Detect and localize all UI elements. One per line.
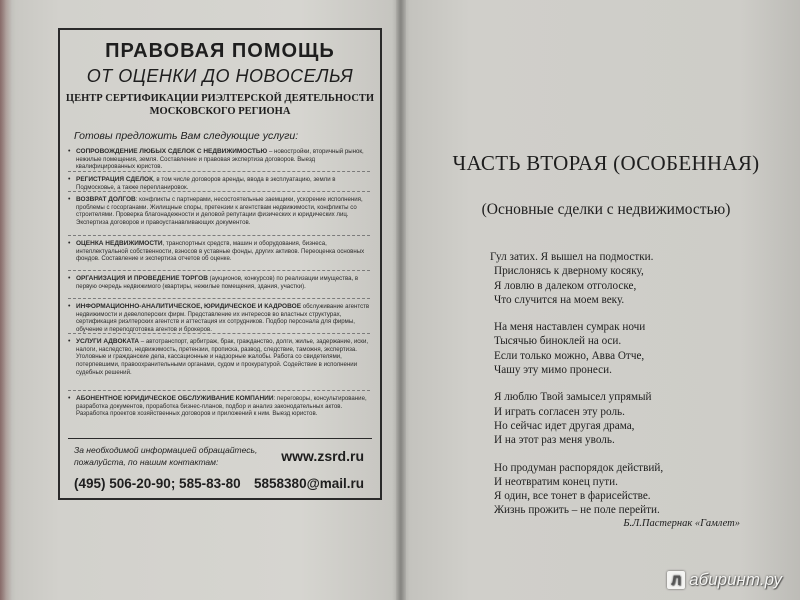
- poem-line: Жизнь прожить – не поле перейти.: [494, 504, 660, 517]
- ad-phones: (495) 506-20-90; 585-83-80: [74, 476, 241, 491]
- service-name: ИНФОРМАЦИОННО-АНАЛИТИЧЕСКОЕ, ЮРИДИЧЕСКОЕ И КАДРОВОЕ: [76, 303, 302, 310]
- ad-intro: Готовы предложить Вам следующие услуги:: [74, 130, 299, 142]
- service-name: ОРГАНИЗАЦИЯ И ПРОВЕДЕНИЕ ТОРГОВ: [76, 275, 208, 282]
- poem-line: На меня наставлен сумрак ночи: [494, 321, 646, 334]
- service-item: [68, 176, 370, 192]
- service-name: СОПРОВОЖДЕНИЕ ЛЮБЫХ СДЕЛОК С НЕДВИЖИМОСТЬЮ: [76, 148, 268, 155]
- poem-stanza: [490, 320, 663, 377]
- services-list: [68, 148, 370, 430]
- labirint-watermark: [667, 570, 782, 590]
- part-subtitle: (Основные сделки с недвижимостью): [481, 201, 731, 218]
- service-name: РЕГИСТРАЦИЯ СДЕЛОК: [76, 176, 154, 183]
- bullet-icon: •: [68, 395, 71, 402]
- ad-contact-note: [74, 444, 257, 468]
- book-gutter: [396, 0, 406, 600]
- service-text: обслуживание агентств недвижимости и девелоперских фирм. Представление их интересов во властных структурах, сертификация риэлтерских агентств и аттестация их сотрудников. Подбор персонала для фирмы, обучение и переподготовка агентов и брокеров.: [76, 303, 370, 334]
- service-text: – автотранспорт, арбитраж, брак, гражданство, долги, жилье, задержание, иски, налоги, наследство, недвижимость, претензии, прописка, развод, следствие, таможня, экспертиза. Уголовные и гражданские дела, кассационные и надзорные жалобы. Работа со свидетелями, потерпевшими, правоохранительными органами, судом и прокуратурой. Содействие в исполнении судебных решений.: [76, 338, 369, 376]
- service-text: : переговоры, консультирование, разработка документов, проработка бизнес-планов, подбор и анализ законодательных актов. Разработка проектов хозяйственных договоров и приложений к ним. Выезд юристов.: [76, 395, 367, 418]
- page-edge-shadow: [0, 0, 12, 600]
- service-item: [68, 148, 370, 172]
- poem-line: Если только можно, Авва Отче,: [494, 349, 645, 362]
- poem-line: Я ловлю в далеком отголоске,: [494, 279, 637, 292]
- service-text: , транспортных средств, машин и оборудования, бизнеса, интеллектуальной собственности, взносов в уставные фонды, других активов. Переоценка основных фондов. Составление и экспертиза отчетов об оценке.: [76, 240, 365, 263]
- poem-line: Но сейчас идет другая драма,: [494, 419, 635, 432]
- service-item: [68, 240, 370, 271]
- ad-email: 5858380@mail.ru: [254, 476, 364, 491]
- service-text: (аукционов, конкурсов) по реализации имущества, в первую очередь недвижимого (квартиры, нежилые помещения, здания, участки).: [76, 275, 359, 290]
- poem-attribution: Б.Л.Пастернак «Гамлет»: [623, 518, 740, 529]
- service-text: – новостройки, вторичный рынок, нежилые помещения, земля. Составление и правовая экспертиза договоров. Выезд квалифицированных юристов.: [76, 148, 364, 171]
- labirint-logo-icon: Л: [667, 571, 685, 589]
- service-item: [68, 303, 370, 334]
- ad-website: www.zsrd.ru: [281, 448, 364, 464]
- ad-organization-line: МОСКОВСКОГО РЕГИОНА: [149, 106, 291, 117]
- bullet-icon: •: [68, 338, 71, 345]
- watermark-text: абиринт.ру: [689, 570, 782, 589]
- poem-line: И играть согласен эту роль.: [494, 405, 625, 418]
- service-item: [68, 196, 370, 236]
- poem-line: Но продуман распорядок действий,: [494, 461, 664, 474]
- poem-stanza: [490, 461, 663, 518]
- poem-line: Я люблю Твой замысел упрямый: [494, 391, 652, 404]
- part-title: ЧАСТЬ ВТОРАЯ (ОСОБЕННАЯ): [452, 151, 760, 175]
- ad-divider: [68, 438, 372, 439]
- ad-subtitle: ОТ ОЦЕНКИ ДО НОВОСЕЛЬЯ: [86, 66, 354, 86]
- ad-contact-note-line: За необходимой информацией обращайтесь,: [74, 445, 258, 455]
- poem-line: Прислонясь к дверному косяку,: [494, 265, 644, 278]
- bullet-icon: •: [68, 148, 71, 155]
- bullet-icon: •: [68, 240, 71, 247]
- ad-organization: [60, 92, 380, 118]
- advertisement-box: [58, 28, 382, 500]
- service-name: АБОНЕНТНОЕ ЮРИДИЧЕСКОЕ ОБСЛУЖИВАНИЕ КОМПАНИЙ: [76, 395, 274, 402]
- service-name: ОЦЕНКА НЕДВИЖИМОСТИ: [76, 240, 163, 247]
- service-item: [68, 275, 370, 299]
- bullet-icon: •: [68, 275, 71, 282]
- epigraph-poem: [490, 250, 663, 531]
- poem-stanza: [490, 390, 663, 447]
- service-item: [68, 395, 370, 426]
- service-name: УСЛУГИ АДВОКАТА: [76, 338, 140, 345]
- service-name: ВОЗВРАТ ДОЛГОВ: [76, 196, 136, 203]
- poem-line: И неотвратим конец пути.: [494, 475, 618, 488]
- poem-line: Чашу эту мимо пронеси.: [494, 364, 612, 377]
- service-text: : конфликты с партнерами, несостоятельные заемщики, ускорение исполнения, проблемы с госорганами. Жилищные споры, претензии к агентствам недвижимости, конфликты со строителями. Проверка благонадежности и деловой репутации физических и юридических лиц. Экспертиза договоров и правоустанавливающих документов.: [76, 196, 363, 227]
- poem-line: Тысячью биноклей на оси.: [494, 335, 622, 348]
- ad-organization-line: ЦЕНТР СЕРТИФИКАЦИИ РИЭЛТЕРСКОЙ ДЕЯТЕЛЬНОСТИ: [65, 93, 375, 104]
- service-item: [68, 338, 370, 391]
- poem-line: И на этот раз меня уволь.: [494, 434, 615, 447]
- bullet-icon: •: [68, 176, 71, 183]
- poem-line: Гул затих. Я вышел на подмостки.: [490, 251, 654, 263]
- poem-line: Я один, все тонет в фарисействе.: [494, 490, 651, 503]
- bullet-icon: •: [68, 196, 71, 203]
- bullet-icon: •: [68, 303, 71, 310]
- poem-line: Что случится на моем веку.: [494, 293, 625, 306]
- poem-stanza: [490, 250, 663, 307]
- ad-title: ПРАВОВАЯ ПОМОЩЬ: [105, 40, 335, 62]
- service-text: , в том числе договоров аренды, ввода в эксплуатацию, земли в Подмосковье, а также перепланировок.: [76, 176, 336, 191]
- ad-contact-note-line: пожалуйста, по нашим контактам:: [74, 457, 219, 467]
